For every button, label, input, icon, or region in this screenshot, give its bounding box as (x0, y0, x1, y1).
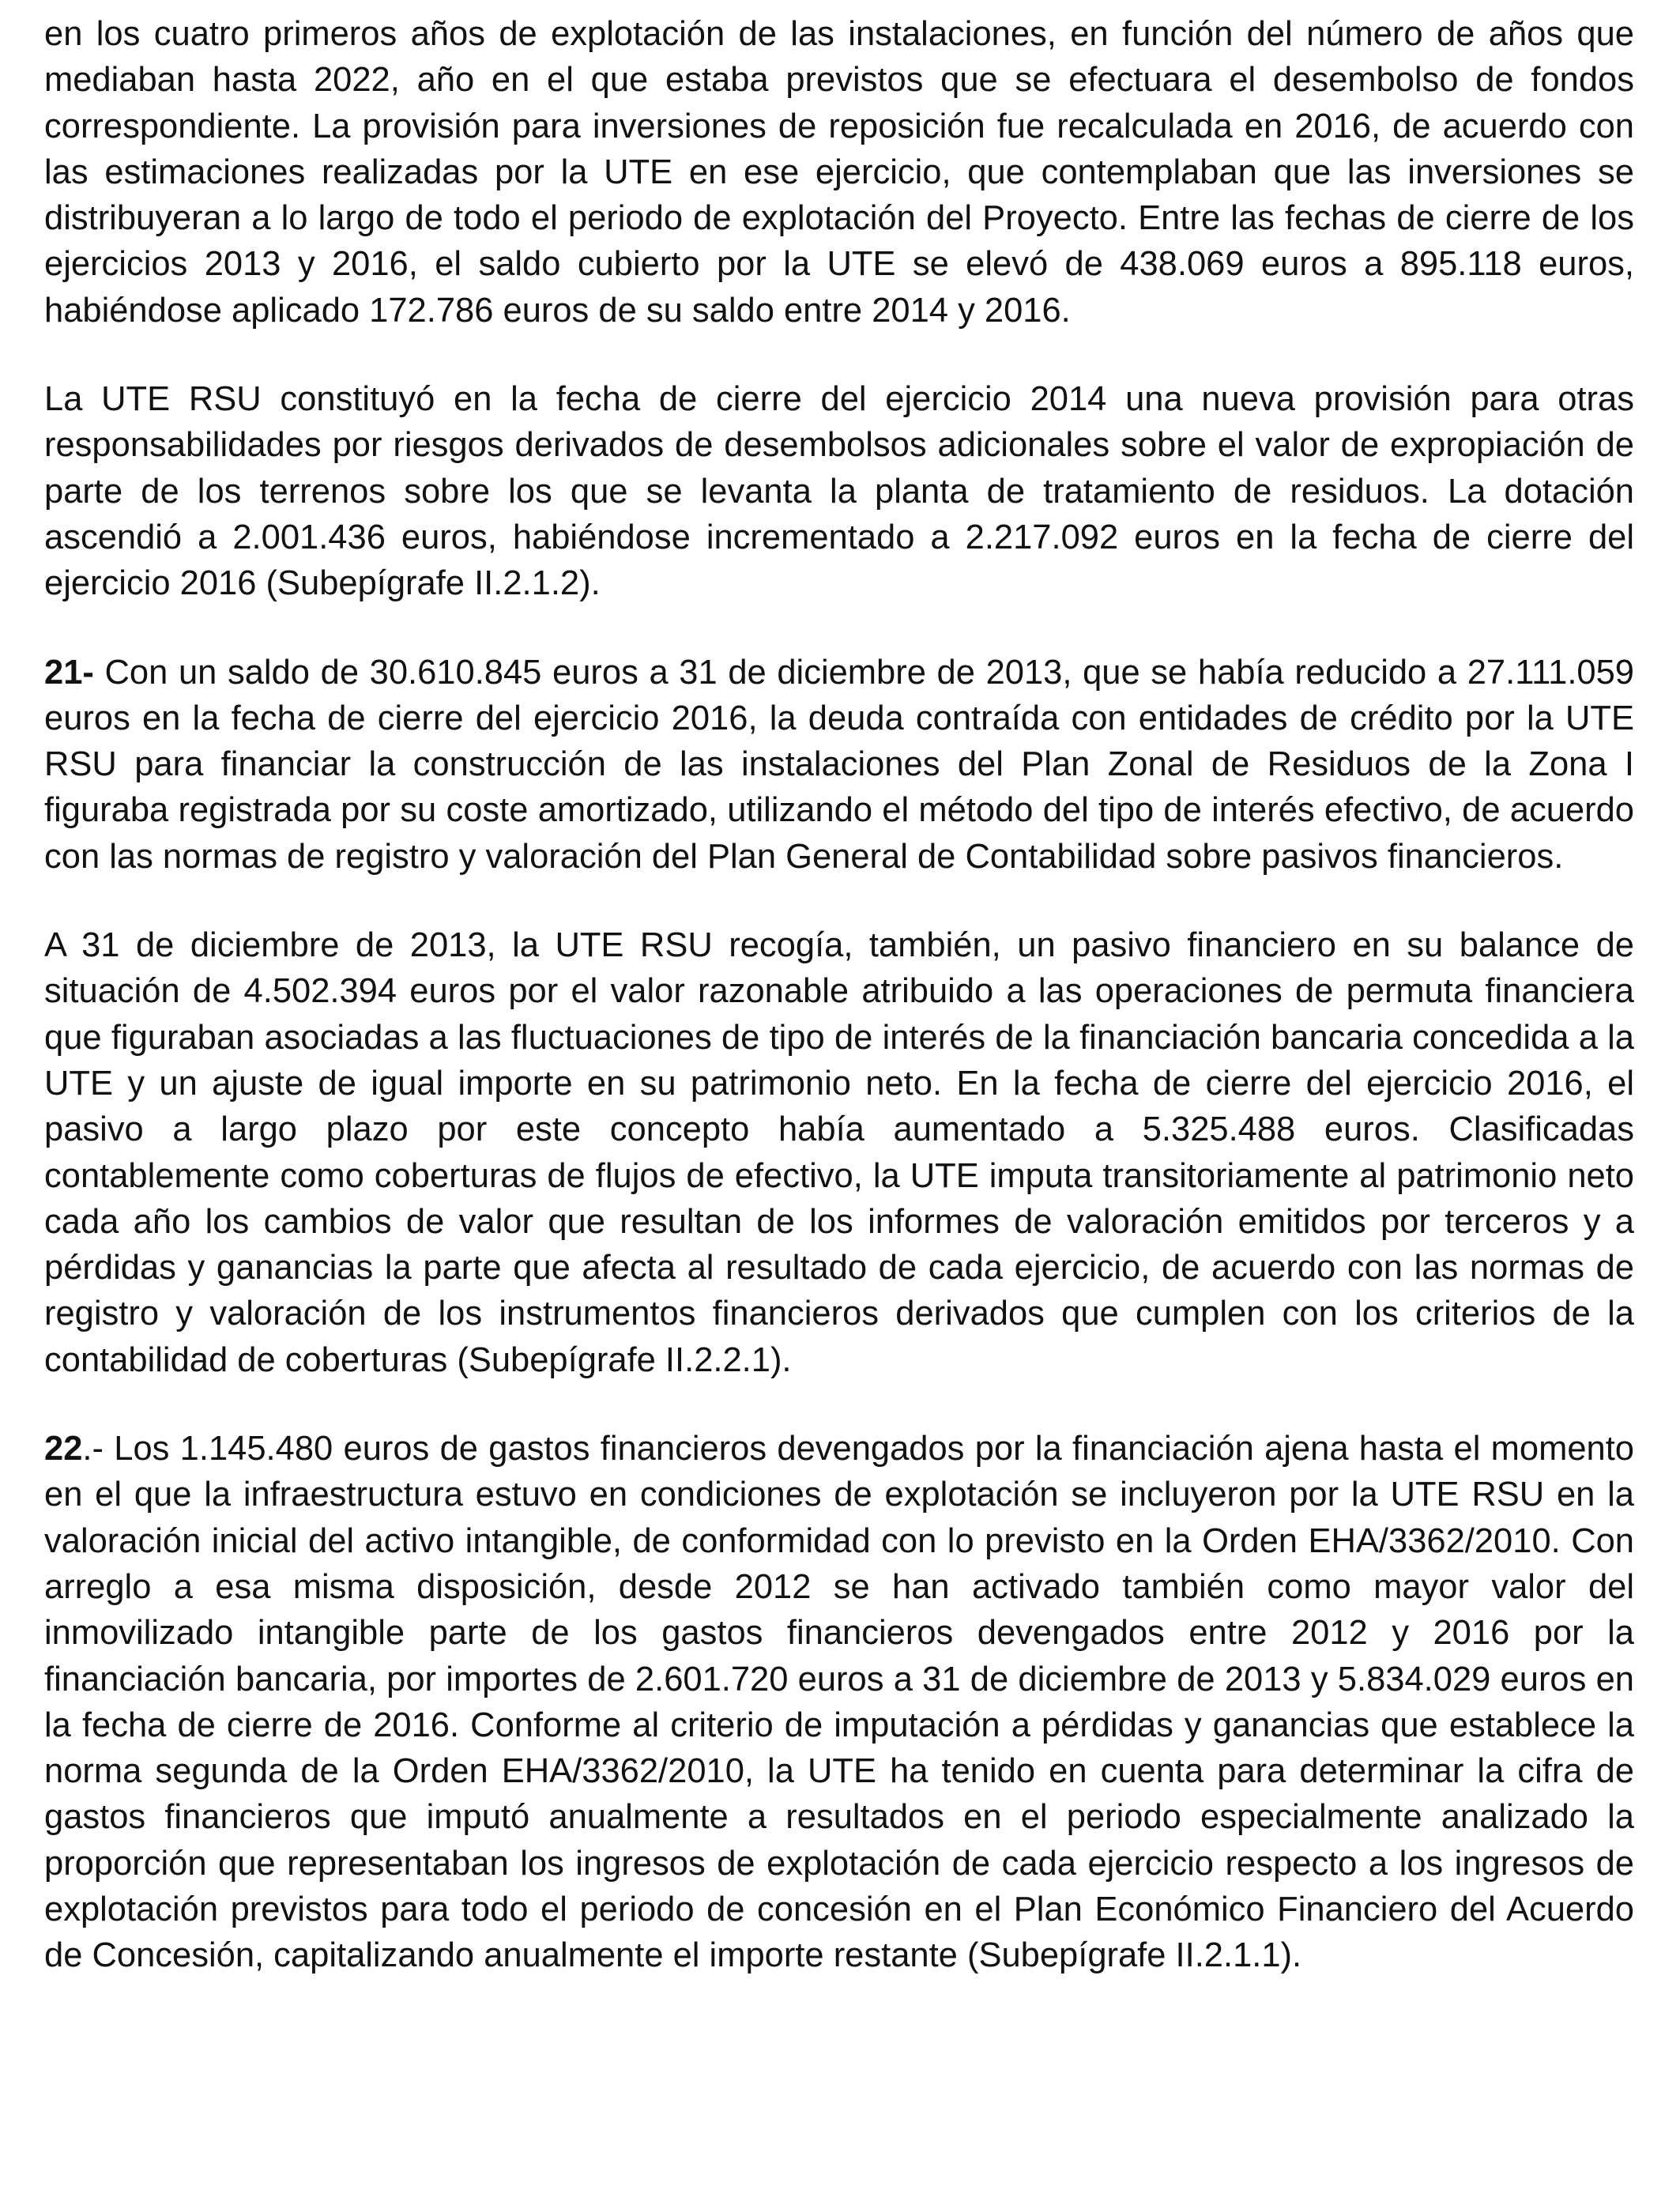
paragraph-text: Con un saldo de 30.610.845 euros a 31 de diciembre de 2013, que se había reducido a 27.111.059 euros en la fecha de cierre del ejercicio 2016, la deuda contraída con entidades de crédito por la UTE RSU para financiar la construcción de las instalaciones del Plan Zonal de Residuos de la Zona I figuraba registrada por su coste amortizado, utilizando el método del tipo de interés efectivo, de acuerdo con las normas de registro y valoración del Plan General de Contabilidad sobre pasivos financieros. (44, 653, 1634, 876)
paragraph-text: en los cuatro primeros años de explotación de las instalaciones, en función del número de años que mediaban hasta 2022, año en el que estaba previstos que se efectuara el desembolso de fondos correspondiente. La provisión para inversiones de reposición fue recalculada en 2016, de acuerdo con las estimaciones realizadas por la UTE en ese ejercicio, que contemplaban que las inversiones se distribuyeran a lo largo de todo el periodo de explotación del Proyecto. Entre las fechas de cierre de los ejercicios 2013 y 2016, el saldo cubierto por la UTE se elevó de 438.069 euros a 895.118 euros, habiéndose aplicado 172.786 euros de su saldo entre 2014 y 2016. (44, 15, 1634, 330)
document-page (44, 11, 1634, 2022)
paragraph-text: .- Los 1.145.480 euros de gastos financieros devengados por la financiación ajena hasta el momento en el que la infraestructura estuvo en condiciones de explotación se incluyeron por la UTE RSU en la valoración inicial del activo intangible, de conformidad con lo previsto en la Orden EHA/3362/2010. Con arreglo a esa misma disposición, desde 2012 se han activado también como mayor valor del inmovilizado intangible parte de los gastos financieros devengados entre 2012 y 2016 por la financiación bancaria, por importes de 2.601.720 euros a 31 de diciembre de 2013 y 5.834.029 euros en la fecha de cierre de 2016. Conforme al criterio de imputación a pérdidas y ganancias que establece la norma segunda de la Orden EHA/3362/2010, la UTE ha tenido en cuenta para determinar la cifra de gastos financieros que imputó anualmente a resultados en el periodo especialmente analizado la proporción que representaban los ingresos de explotación de cada ejercicio respecto a los ingresos de explotación previstos para todo el periodo de concesión en el Plan Económico Financiero del Acuerdo de Concesión, capitalizando anualmente el importe restante (Subepígrafe II.2.1.1). (44, 1430, 1634, 1975)
paragraph-22-gastos-financieros (44, 1426, 1634, 1979)
paragraph-number: 22 (44, 1430, 83, 1468)
paragraph-text: A 31 de diciembre de 2013, la UTE RSU recogía, también, un pasivo financiero en su balance de situación de 4.502.394 euros por el valor razonable atribuido a las operaciones de permuta financiera que figuraban asociadas a las fluctuaciones de tipo de interés de la financiación bancaria concedida a la UTE y un ajuste de igual importe en su patrimonio neto. En la fecha de cierre del ejercicio 2016, el pasivo a largo plazo por este concepto había aumentado a 5.325.488 euros. Clasificadas contablemente como coberturas de flujos de efectivo, la UTE imputa transitoriamente al patrimonio neto cada año los cambios de valor que resultan de los informes de valoración emitidos por terceros y a pérdidas y ganancias la parte que afecta al resultado de cada ejercicio, de acuerdo con las normas de registro y valoración de los instrumentos financieros derivados que cumplen con los criterios de la contabilidad de coberturas (Subepígrafe II.2.2.1). (44, 926, 1634, 1379)
paragraph-21-deuda-entidades-credito (44, 650, 1634, 880)
paragraph-text: La UTE RSU constituyó en la fecha de cierre del ejercicio 2014 una nueva provisión para otras responsabilidades por riesgos derivados de desembolsos adicionales sobre el valor de expropiación de parte de los terrenos sobre los que se levanta la planta de tratamiento de residuos. La dotación ascendió a 2.001.436 euros, habiéndose incrementado a 2.217.092 euros en la fecha de cierre del ejercicio 2016 (Subepígrafe II.2.1.2). (44, 380, 1634, 603)
paragraph-pasivo-financiero-permuta (44, 922, 1634, 1383)
paragraph-number: 21- (44, 653, 94, 692)
paragraph-provision-reposicion (44, 11, 1634, 334)
paragraph-provision-responsabilidades (44, 376, 1634, 606)
